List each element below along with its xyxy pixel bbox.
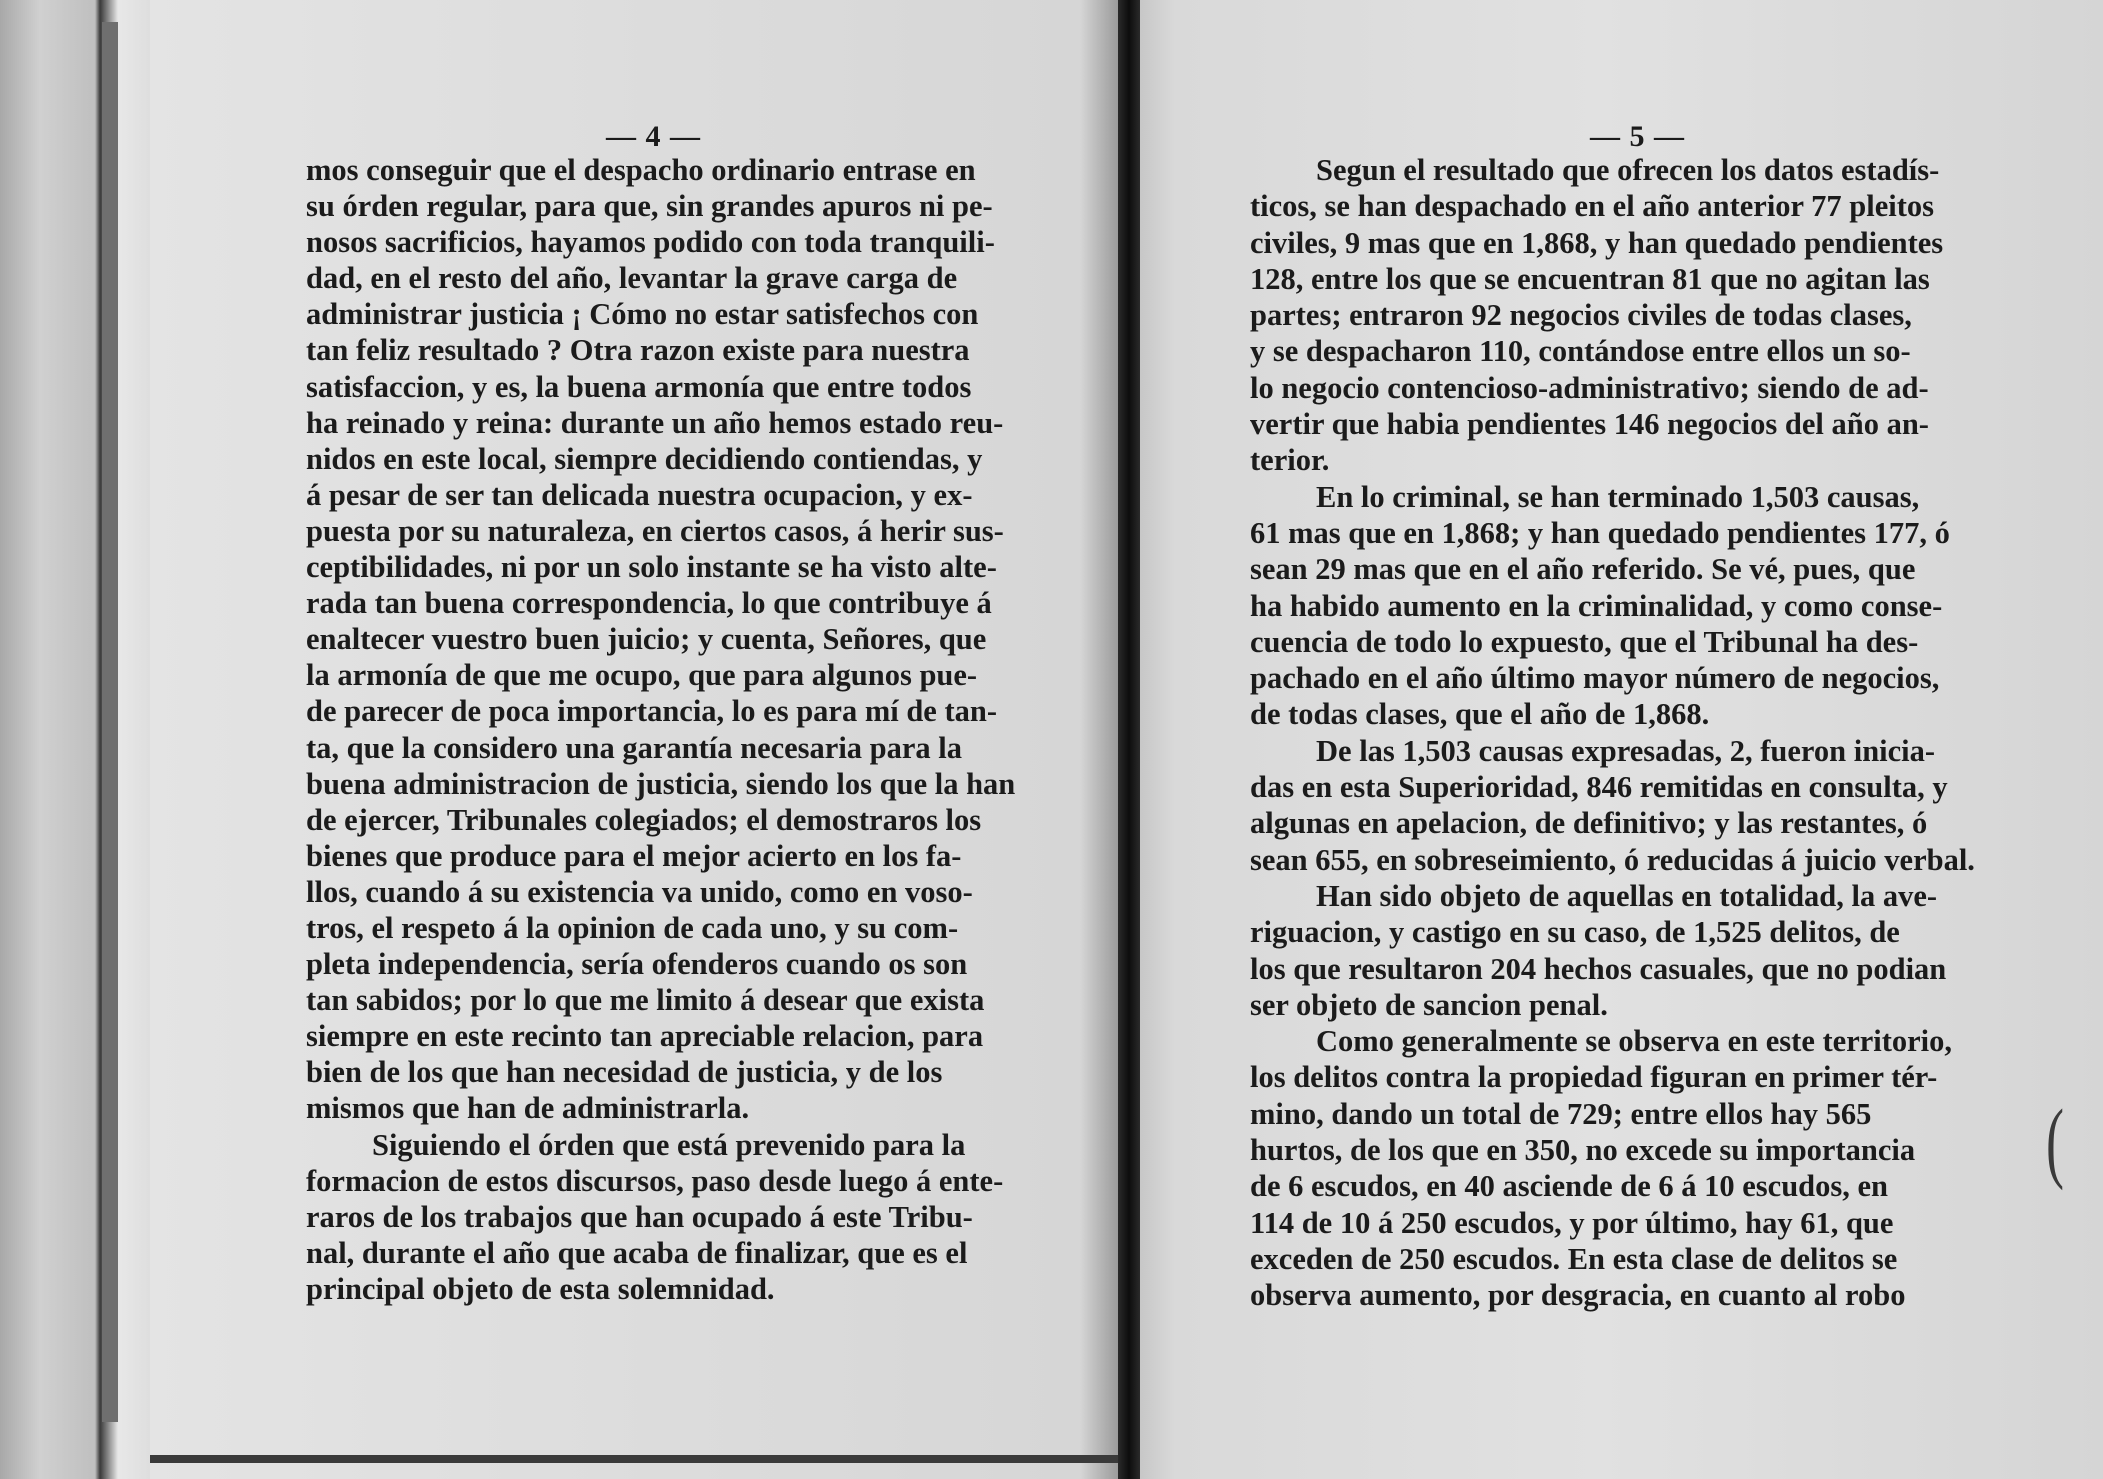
- text-line: tan sabidos; por lo que me limito á desear que exista: [306, 983, 985, 1018]
- text-line: nosos sacrificios, hayamos podido con toda tranquili-: [306, 225, 995, 260]
- text-line: puesta por su naturaleza, en ciertos casos, á herir sus-: [306, 513, 1004, 548]
- left-page-number: — 4 —: [606, 120, 701, 153]
- text-line: nal, durante el año que acaba de finalizar, que es el: [306, 1235, 968, 1270]
- margin-mark: (: [2045, 1092, 2064, 1191]
- text-line: 128, entre los que se encuentran 81 que no agitan las: [1250, 261, 1930, 296]
- text-line: los delitos contra la propiedad figuran en primer tér-: [1250, 1060, 1938, 1095]
- bottom-page-edge: [150, 1455, 1118, 1463]
- text-line: de 6 escudos, en 40 asciende de 6 á 10 escudos, en: [1250, 1169, 1888, 1204]
- text-line: formacion de estos discursos, paso desde luego á ente-: [306, 1163, 1004, 1198]
- text-line: ceptibilidades, ni por un solo instante se ha visto alte-: [306, 550, 997, 585]
- left-page: [306, 122, 1048, 1307]
- text-line: De las 1,503 causas expresadas, 2, fueron inicia-: [1316, 733, 1936, 768]
- text-line: ser objeto de sancion penal.: [1250, 987, 1608, 1022]
- text-line: llos, cuando á su existencia va unido, como en voso-: [306, 874, 973, 909]
- right-paragraph-2: [1250, 479, 1980, 733]
- text-line: das en esta Superioridad, 846 remitidas en consulta, y: [1250, 770, 1948, 805]
- text-line: vertir que habia pendientes 146 negocios del año an-: [1250, 407, 1929, 442]
- right-page: [1250, 122, 1980, 1314]
- right-paragraph-1: [1250, 152, 1980, 479]
- text-line: dad, en el resto del año, levantar la grave carga de: [306, 261, 958, 296]
- text-line: 61 mas que en 1,868; y han quedado pendientes 177, ó: [1250, 515, 1950, 550]
- gutter-shadow: [1080, 0, 1118, 1479]
- text-line: lo negocio contencioso-administrativo; siendo de ad-: [1250, 370, 1929, 405]
- text-line: mino, dando un total de 729; entre ellos hay 565: [1250, 1096, 1872, 1131]
- text-line: satisfaccion, y es, la buena armonía que entre todos: [306, 369, 972, 404]
- text-line: pleta independencia, sería ofenderos cuando os son: [306, 947, 968, 982]
- text-line: tan feliz resultado ? Otra razon existe para nuestra: [306, 333, 970, 368]
- text-line: principal objeto de esta solemnidad.: [306, 1271, 775, 1306]
- text-line: terior.: [1250, 443, 1330, 478]
- text-line: tros, el respeto á la opinion de cada uno, y su com-: [306, 910, 959, 945]
- text-line: observa aumento, por desgracia, en cuanto al robo: [1250, 1278, 1906, 1313]
- text-line: á pesar de ser tan delicada nuestra ocupacion, y ex-: [306, 477, 973, 512]
- left-paragraph-2: [306, 1127, 1048, 1307]
- text-line: enaltecer vuestro buen juicio; y cuenta, Señores, que: [306, 622, 987, 657]
- text-line: de ejercer, Tribunales colegiados; el demostraros los: [306, 802, 982, 837]
- text-line: ta, que la considero una garantía necesaria para la: [306, 730, 963, 765]
- text-line: Siguiendo el órden que está prevenido para la: [372, 1127, 966, 1162]
- text-line: bienes que produce para el mejor acierto en los fa-: [306, 838, 962, 873]
- text-line: administrar justicia ¡ Cómo no estar satisfechos con: [306, 297, 979, 332]
- text-line: su órden regular, para que, sin grandes apuros ni pe-: [306, 189, 993, 224]
- text-line: ha habido aumento en la criminalidad, y como conse-: [1250, 588, 1943, 623]
- text-line: sean 29 mas que en el año referido. Se vé, pues, que: [1250, 552, 1916, 587]
- text-line: exceden de 250 escudos. En esta clase de delitos se: [1250, 1241, 1898, 1276]
- left-book-edge: [0, 0, 150, 1479]
- text-line: Han sido objeto de aquellas en totalidad, la ave-: [1316, 878, 1938, 913]
- text-line: de todas clases, que el año de 1,868.: [1250, 697, 1710, 732]
- book-spine: [1118, 0, 1140, 1479]
- left-paragraph-1: [306, 152, 1048, 1127]
- text-line: y se despacharon 110, contándose entre ellos un so-: [1250, 334, 1911, 369]
- text-line: ha reinado y reina: durante un año hemos estado reu-: [306, 405, 1004, 440]
- text-line: cuencia de todo lo expuesto, que el Tribunal ha des-: [1250, 624, 1919, 659]
- text-line: rada tan buena correspondencia, lo que contribuye á: [306, 586, 992, 621]
- text-line: civiles, 9 mas que en 1,868, y han quedado pendientes: [1250, 225, 1944, 260]
- text-line: En lo criminal, se han terminado 1,503 causas,: [1316, 479, 1920, 514]
- text-line: algunas en apelacion, de definitivo; y las restantes, ó: [1250, 806, 1928, 841]
- text-line: mos conseguir que el despacho ordinario entrase en: [306, 153, 976, 187]
- right-paragraph-3: [1250, 733, 1980, 878]
- text-line: la armonía de que me ocupo, que para algunos pue-: [306, 658, 978, 693]
- right-paragraph-5: [1250, 1023, 1980, 1313]
- text-line: sean 655, en sobreseimiento, ó reducidas á juicio verbal.: [1250, 842, 1975, 877]
- text-line: siempre en este recinto tan apreciable relacion, para: [306, 1019, 984, 1054]
- text-line: los que resultaron 204 hechos casuales, que no podian: [1250, 951, 1947, 986]
- text-line: buena administracion de justicia, siendo los que la han: [306, 766, 1016, 801]
- text-line: riguacion, y castigo en su caso, de 1,525 delitos, de: [1250, 915, 1900, 950]
- text-line: ticos, se han despachado en el año anterior 77 pleitos: [1250, 189, 1935, 224]
- right-paragraph-4: [1250, 878, 1980, 1023]
- text-line: mismos que han de administrarla.: [306, 1091, 750, 1126]
- text-line: partes; entraron 92 negocios civiles de todas clases,: [1250, 298, 1912, 333]
- text-line: nidos en este local, siempre decidiendo contiendas, y: [306, 441, 983, 476]
- text-line: 114 de 10 á 250 escudos, y por último, hay 61, que: [1250, 1205, 1894, 1240]
- text-line: Como generalmente se observa en este territorio,: [1316, 1024, 1953, 1059]
- text-line: de parecer de poca importancia, lo es para mí de tan-: [306, 694, 997, 729]
- text-line: Segun el resultado que ofrecen los datos estadís-: [1316, 153, 1940, 187]
- text-line: hurtos, de los que en 350, no excede su importancia: [1250, 1133, 1916, 1168]
- text-line: pachado en el año último mayor número de negocios,: [1250, 661, 1940, 696]
- text-line: raros de los trabajos que han ocupado á este Tribu-: [306, 1199, 973, 1234]
- text-line: bien de los que han necesidad de justicia, y de los: [306, 1055, 943, 1090]
- right-page-number: — 5 —: [1590, 120, 1685, 153]
